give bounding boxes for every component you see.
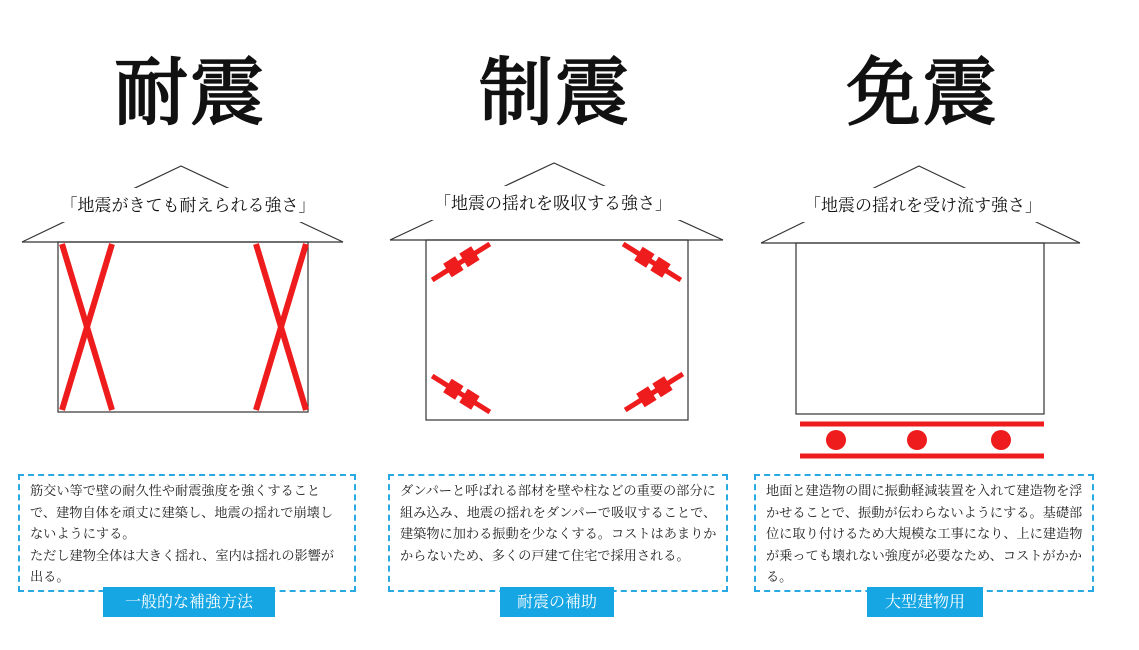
panel-badge: 耐震の補助 bbox=[500, 587, 614, 617]
panel-tagline: 「地震の揺れを受け流す強さ」 bbox=[804, 196, 1042, 216]
panel-description bbox=[754, 474, 1094, 592]
damper-bottom-right bbox=[621, 367, 687, 417]
damper-top-left bbox=[428, 237, 494, 287]
wall-frame bbox=[796, 243, 1044, 414]
description-line: 地面と建造物の間に振動軽減装置を入れて建造物を浮かせることで、振動が伝わらないようにする。基礎部位に取り付けるため大規模な工事になり、上に建造物が乗っても壊れない強度が必要なため、コストがかかる。 bbox=[766, 484, 1083, 585]
panel-seishin bbox=[380, 0, 750, 650]
panel-badge: 一般的な補強方法 bbox=[103, 587, 275, 617]
panel-title: 制震 bbox=[479, 50, 631, 136]
menshin-house-diagram bbox=[750, 150, 1139, 470]
damper-bottom-left bbox=[428, 369, 494, 419]
panel-tagline: 「地震の揺れを吸収する強さ」 bbox=[434, 194, 672, 214]
panel-menshin bbox=[750, 0, 1139, 650]
description-line: ただし建物全体は大きく揺れ、室内は揺れの影響が出る。 bbox=[30, 548, 335, 585]
damper-top-right bbox=[619, 237, 685, 287]
panel-description bbox=[18, 474, 356, 592]
isolator-ball bbox=[826, 430, 846, 450]
panel-badge: 大型建物用 bbox=[867, 587, 983, 617]
panel-description bbox=[388, 474, 728, 592]
isolator-ball bbox=[991, 430, 1011, 450]
brace-x-right bbox=[256, 244, 306, 410]
panel-taishin bbox=[0, 0, 380, 650]
panel-title: 免震 bbox=[846, 50, 999, 136]
panel-tagline: 「地震がきても耐えられる強さ」 bbox=[60, 196, 316, 216]
taishin-house-diagram bbox=[0, 150, 380, 430]
panel-title: 耐震 bbox=[114, 50, 266, 136]
isolator-ball bbox=[907, 430, 927, 450]
seishin-house-diagram bbox=[380, 150, 750, 430]
wall-frame bbox=[58, 242, 308, 412]
brace-x-left bbox=[62, 244, 112, 410]
description-line: ダンパーと呼ばれる部材を壁や柱などの重要の部分に組み込み、地震の揺れをダンパーで吸収することで、建築物に加わる振動を少なくする。コストはあまりかからないため、多くの戸建て住宅で採用される。 bbox=[400, 484, 717, 564]
description-line: 筋交い等で壁の耐久性や耐震強度を強くすることで、建物自体を頑丈に建築し、地震の揺れで崩壊しないようにする。 bbox=[30, 484, 334, 542]
